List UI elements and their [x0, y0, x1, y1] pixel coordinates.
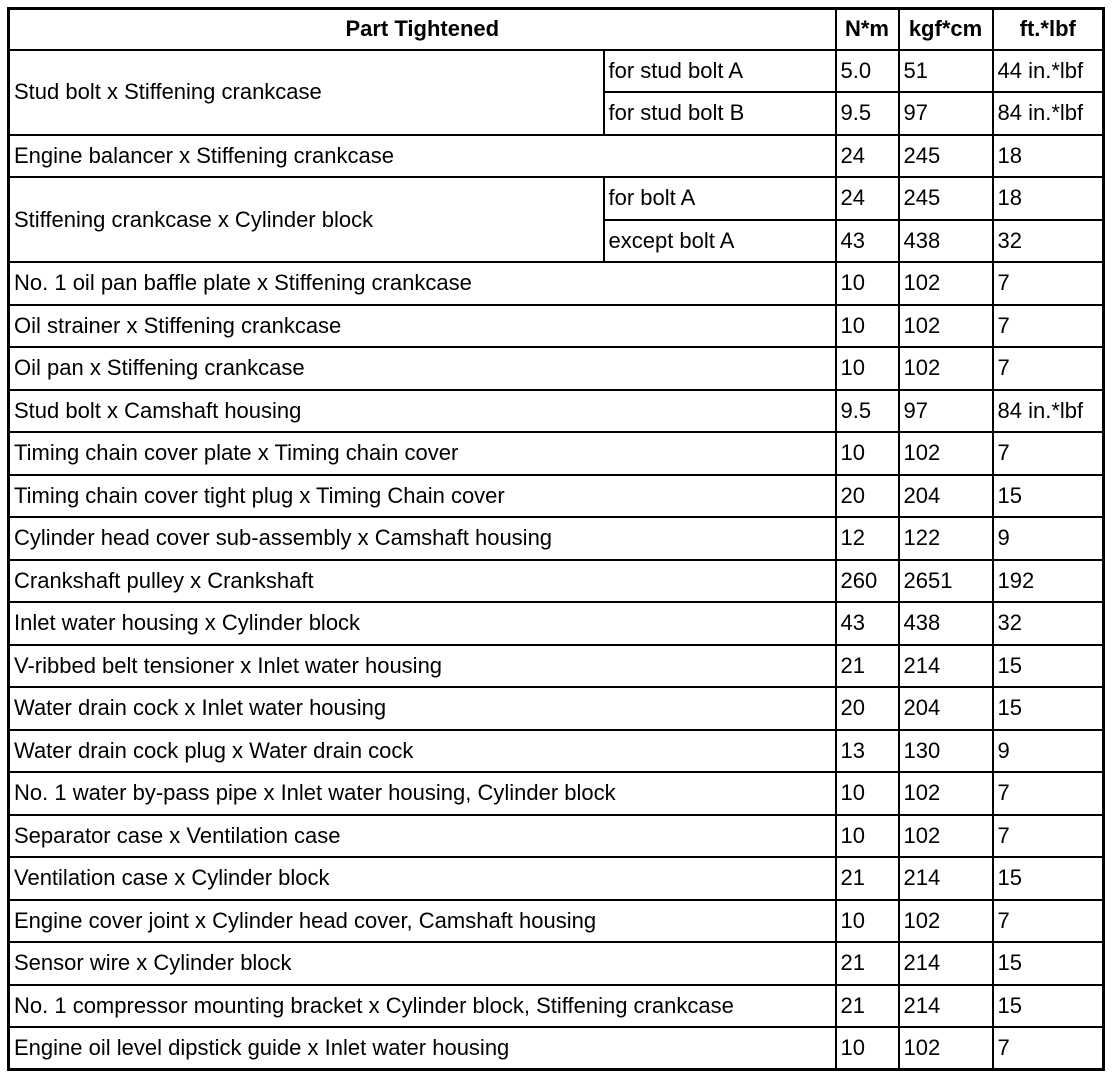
table-row: [9, 815, 1104, 858]
table-row: [9, 900, 1104, 943]
ft-cell: 15: [993, 687, 1104, 730]
part-cell: Crankshaft pulley x Crankshaft: [9, 560, 836, 603]
part-cell: Stud bolt x Stiffening crankcase: [9, 50, 604, 135]
part-cell: Timing chain cover plate x Timing chain cover: [9, 432, 836, 475]
kgf-cell: 102: [899, 815, 993, 858]
table-row: [9, 50, 1104, 93]
nm-cell: 10: [836, 772, 899, 815]
part-cell: Water drain cock plug x Water drain cock: [9, 730, 836, 773]
ft-cell: 7: [993, 305, 1104, 348]
nm-cell: 21: [836, 857, 899, 900]
kgf-cell: 102: [899, 347, 993, 390]
kgf-cell: 122: [899, 517, 993, 560]
nm-cell: 21: [836, 985, 899, 1028]
nm-cell: 10: [836, 305, 899, 348]
part-cell: Engine cover joint x Cylinder head cover, Camshaft housing: [9, 900, 836, 943]
kgf-cell: 438: [899, 220, 993, 263]
ft-cell: 32: [993, 602, 1104, 645]
table-row: [9, 475, 1104, 518]
torque-spec-table: [7, 7, 1105, 1071]
nm-cell: 9.5: [836, 390, 899, 433]
kgf-cell: 438: [899, 602, 993, 645]
table-header-row: [9, 9, 1104, 50]
ft-cell: 18: [993, 135, 1104, 178]
ft-cell: 84 in.*lbf: [993, 92, 1104, 135]
kgf-cell: 102: [899, 1027, 993, 1070]
nm-cell: 9.5: [836, 92, 899, 135]
ft-cell: 7: [993, 1027, 1104, 1070]
table-row: [9, 135, 1104, 178]
nm-cell: 43: [836, 602, 899, 645]
ft-cell: 7: [993, 900, 1104, 943]
sub-part-cell: for bolt A: [604, 177, 836, 220]
sub-part-cell: for stud bolt A: [604, 50, 836, 93]
header-kgf-cm: kgf*cm: [899, 9, 993, 50]
table-row: [9, 560, 1104, 603]
nm-cell: 10: [836, 262, 899, 305]
ft-cell: 18: [993, 177, 1104, 220]
nm-cell: 21: [836, 942, 899, 985]
table-row: [9, 177, 1104, 220]
part-cell: Oil strainer x Stiffening crankcase: [9, 305, 836, 348]
kgf-cell: 204: [899, 687, 993, 730]
kgf-cell: 214: [899, 857, 993, 900]
part-cell: Engine oil level dipstick guide x Inlet water housing: [9, 1027, 836, 1070]
table-row: [9, 305, 1104, 348]
part-cell: No. 1 water by-pass pipe x Inlet water housing, Cylinder block: [9, 772, 836, 815]
ft-cell: 32: [993, 220, 1104, 263]
ft-cell: 7: [993, 262, 1104, 305]
kgf-cell: 204: [899, 475, 993, 518]
kgf-cell: 97: [899, 390, 993, 433]
table-row: [9, 390, 1104, 433]
nm-cell: 260: [836, 560, 899, 603]
table-row: [9, 347, 1104, 390]
ft-cell: 7: [993, 432, 1104, 475]
kgf-cell: 245: [899, 135, 993, 178]
nm-cell: 13: [836, 730, 899, 773]
kgf-cell: 102: [899, 900, 993, 943]
table-row: [9, 517, 1104, 560]
part-cell: Timing chain cover tight plug x Timing Chain cover: [9, 475, 836, 518]
ft-cell: 192: [993, 560, 1104, 603]
part-cell: Water drain cock x Inlet water housing: [9, 687, 836, 730]
kgf-cell: 97: [899, 92, 993, 135]
part-cell: No. 1 compressor mounting bracket x Cylinder block, Stiffening crankcase: [9, 985, 836, 1028]
table-row: [9, 432, 1104, 475]
part-cell: Ventilation case x Cylinder block: [9, 857, 836, 900]
part-cell: Sensor wire x Cylinder block: [9, 942, 836, 985]
nm-cell: 10: [836, 1027, 899, 1070]
ft-cell: 7: [993, 772, 1104, 815]
header-part-tightened: Part Tightened: [9, 9, 836, 50]
kgf-cell: 214: [899, 645, 993, 688]
kgf-cell: 214: [899, 942, 993, 985]
nm-cell: 12: [836, 517, 899, 560]
nm-cell: 43: [836, 220, 899, 263]
table-row: [9, 687, 1104, 730]
ft-cell: 15: [993, 857, 1104, 900]
kgf-cell: 102: [899, 305, 993, 348]
ft-cell: 44 in.*lbf: [993, 50, 1104, 93]
nm-cell: 10: [836, 900, 899, 943]
part-cell: Separator case x Ventilation case: [9, 815, 836, 858]
nm-cell: 24: [836, 177, 899, 220]
ft-cell: 15: [993, 645, 1104, 688]
table-row: [9, 645, 1104, 688]
part-cell: Stiffening crankcase x Cylinder block: [9, 177, 604, 262]
ft-cell: 15: [993, 942, 1104, 985]
sub-part-cell: for stud bolt B: [604, 92, 836, 135]
part-cell: Stud bolt x Camshaft housing: [9, 390, 836, 433]
ft-cell: 15: [993, 985, 1104, 1028]
part-cell: V-ribbed belt tensioner x Inlet water housing: [9, 645, 836, 688]
table-row: [9, 772, 1104, 815]
ft-cell: 9: [993, 730, 1104, 773]
table-row: [9, 1027, 1104, 1070]
ft-cell: 84 in.*lbf: [993, 390, 1104, 433]
kgf-cell: 102: [899, 772, 993, 815]
table-row: [9, 857, 1104, 900]
nm-cell: 20: [836, 687, 899, 730]
table-row: [9, 730, 1104, 773]
header-nm: N*m: [836, 9, 899, 50]
nm-cell: 10: [836, 815, 899, 858]
part-cell: Oil pan x Stiffening crankcase: [9, 347, 836, 390]
table-row: [9, 942, 1104, 985]
sub-part-cell: except bolt A: [604, 220, 836, 263]
part-cell: No. 1 oil pan baffle plate x Stiffening crankcase: [9, 262, 836, 305]
table-row: [9, 985, 1104, 1028]
kgf-cell: 2651: [899, 560, 993, 603]
kgf-cell: 102: [899, 262, 993, 305]
nm-cell: 10: [836, 347, 899, 390]
ft-cell: 7: [993, 347, 1104, 390]
kgf-cell: 245: [899, 177, 993, 220]
kgf-cell: 51: [899, 50, 993, 93]
nm-cell: 20: [836, 475, 899, 518]
ft-cell: 7: [993, 815, 1104, 858]
nm-cell: 5.0: [836, 50, 899, 93]
part-cell: Cylinder head cover sub-assembly x Camshaft housing: [9, 517, 836, 560]
kgf-cell: 102: [899, 432, 993, 475]
ft-cell: 15: [993, 475, 1104, 518]
table-row: [9, 602, 1104, 645]
kgf-cell: 214: [899, 985, 993, 1028]
nm-cell: 10: [836, 432, 899, 475]
part-cell: Inlet water housing x Cylinder block: [9, 602, 836, 645]
part-cell: Engine balancer x Stiffening crankcase: [9, 135, 836, 178]
table-row: [9, 262, 1104, 305]
nm-cell: 21: [836, 645, 899, 688]
ft-cell: 9: [993, 517, 1104, 560]
nm-cell: 24: [836, 135, 899, 178]
header-ft-lbf: ft.*lbf: [993, 9, 1104, 50]
kgf-cell: 130: [899, 730, 993, 773]
